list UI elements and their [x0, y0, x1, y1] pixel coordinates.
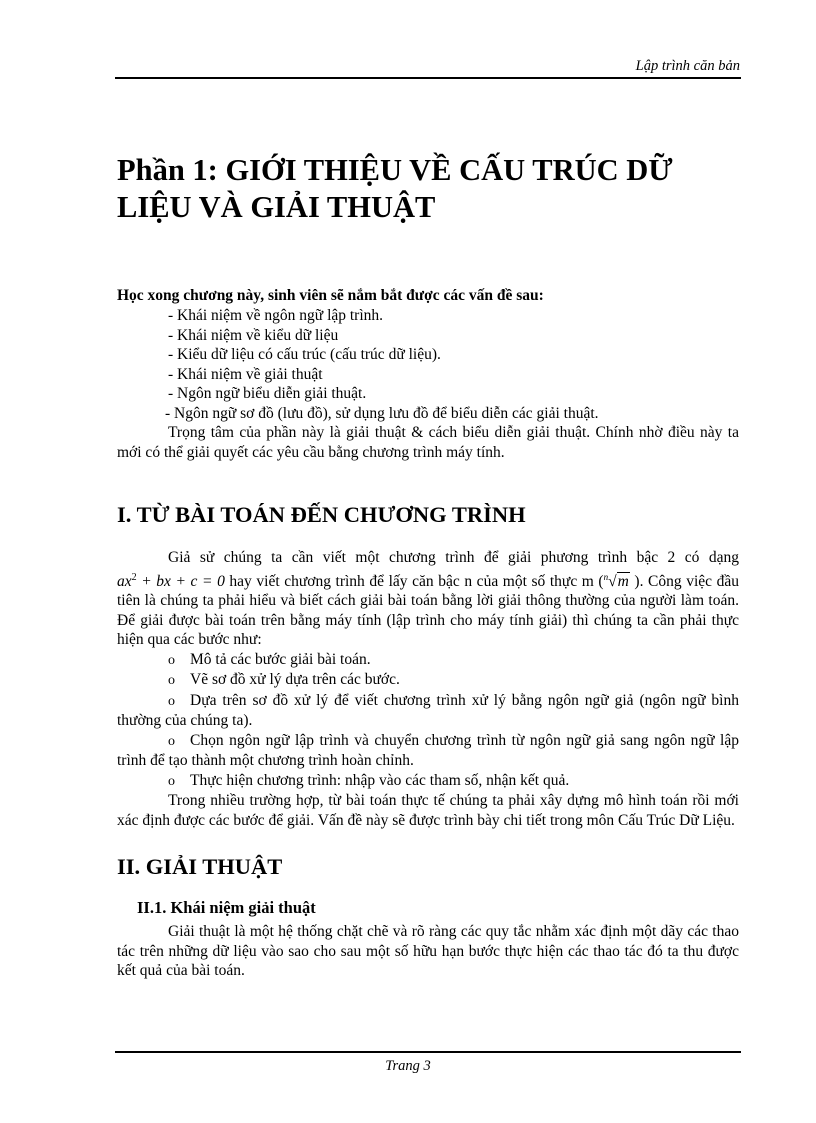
- list-item: [117, 670, 739, 691]
- step-text: Thực hiện chương trình: nhập vào các tham số, nhận kết quả.: [190, 771, 570, 789]
- footer-rule: [115, 1051, 741, 1053]
- section-1-title: I. TỪ BÀI TOÁN ĐẾN CHƯƠNG TRÌNH: [117, 502, 526, 527]
- section-2-title: II. GIẢI THUẬT: [117, 854, 283, 880]
- section-1-closing-paragraph: Trong nhiều trường hợp, từ bài toán thực tế chúng ta phải xây dựng mô hình toán rồi mới xác định được các bước để giải. Vấn đề này sẽ được trình bày chi tiết trong môn Cấu Trúc Dữ Liệu.: [117, 792, 739, 829]
- equation-base: ax: [117, 572, 132, 590]
- bullet-icon: o: [168, 673, 175, 689]
- list-item: - Khái niệm về giải thuật: [168, 365, 323, 383]
- list-item: - Ngôn ngữ biểu diễn giải thuật.: [168, 385, 367, 402]
- list-item: - Khái niệm về kiểu dữ liệu: [168, 326, 339, 344]
- nth-root-expression: $^n$√m: [603, 571, 629, 590]
- part-title: Phần 1: GIỚI THIỆU VỀ CẤU TRÚC DỮ LIỆU VÀ GIẢI THUẬT: [117, 153, 673, 224]
- equation: [117, 573, 225, 590]
- list-item: - Ngôn ngữ sơ đồ (lưu đồ), sử dụng lưu đồ để biểu diễn các giải thuật.: [165, 404, 599, 422]
- list-item: [117, 650, 739, 671]
- list-item: [117, 731, 739, 771]
- list-item: [117, 691, 739, 731]
- equation-exponent: 2: [131, 571, 137, 583]
- step-text: Vẽ sơ đồ xử lý dựa trên các bước.: [190, 671, 400, 689]
- section-1-paragraph: [117, 548, 739, 650]
- root-index: n: [603, 571, 609, 582]
- subsection-title: II.1. Khái niệm giải thuật: [137, 898, 316, 918]
- intro-focus-paragraph: Trọng tâm của phần này là giải thuật & cách biểu diễn giải thuật. Chính nhờ điều này ta mới có thể giải quyết các yêu cầu bằng chương trình máy tính.: [117, 424, 739, 461]
- para-text: Giả sử chúng ta cần viết một chương trình để giải phương trình bậc 2 có dạng: [168, 549, 739, 566]
- root-radicand: m: [617, 572, 629, 590]
- step-text: Chọn ngôn ngữ lập trình và chuyển chương trình từ ngôn ngữ giả sang ngôn ngữ lập trình để tạo thành một chương trình hoàn chỉnh.: [117, 731, 739, 770]
- equation-rest: + bx + c = 0: [136, 572, 225, 590]
- intro-heading: Học xong chương này, sinh viên sẽ nắm bắt được các vấn đề sau:: [117, 287, 544, 304]
- bullet-icon: o: [168, 773, 175, 789]
- header-title: Lập trình căn bản: [635, 58, 740, 74]
- bullet-icon: o: [168, 733, 175, 749]
- bullet-icon: o: [168, 652, 175, 668]
- page-number: Trang 3: [385, 1058, 431, 1074]
- header-rule: [115, 77, 741, 79]
- subsection-paragraph: Giải thuật là một hệ thống chặt chẽ và rõ ràng các quy tắc nhằm xác định một dãy các thao tác trên những dữ liệu vào sao cho sau một số hữu hạn bước thực hiện các thao tác đó ta thu được kết quả của bài toán.: [117, 923, 739, 980]
- list-item: - Kiểu dữ liệu có cấu trúc (cấu trúc dữ liệu).: [168, 346, 441, 363]
- list-item: - Khái niệm về ngôn ngữ lập trình.: [168, 307, 384, 324]
- intro-list: [117, 306, 739, 423]
- para-text: ). Công việc đầu tiên là chúng ta phải hiểu và biết cách giải bài toán bằng lời giải thông thường của người làm toán. Để giải được bài toán trên bằng máy tính (lập trình cho máy tính giải) thì chúng ta cần phải thực hiện qua các bước như:: [117, 572, 740, 649]
- list-item: [117, 771, 739, 792]
- steps-list: [117, 650, 739, 792]
- step-text: Mô tả các bước giải bài toán.: [190, 650, 371, 668]
- bullet-icon: o: [168, 693, 175, 709]
- step-text: Dựa trên sơ đồ xử lý để viết chương trình xử lý bằng ngôn ngữ giả (ngôn ngữ bình thường của chúng ta).: [117, 691, 739, 730]
- para-text: hay viết chương trình để lấy căn bậc n của một số thực m (: [224, 572, 604, 590]
- page-content: [117, 152, 739, 981]
